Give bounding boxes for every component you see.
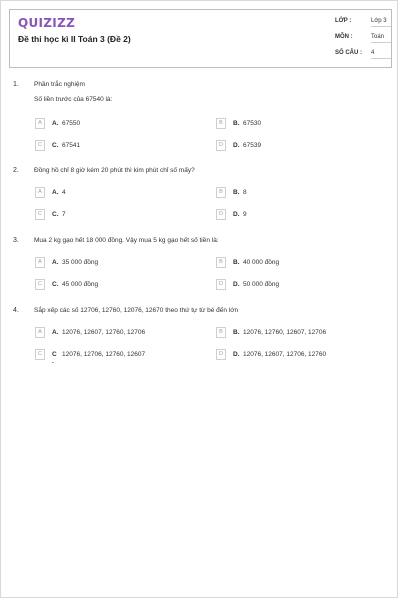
meta-row-subject (335, 32, 389, 48)
option-letter: D. (233, 281, 240, 288)
question-subtext: Số liền trước của 67540 là: (34, 96, 113, 103)
meta-label: SỐ CÂU : (335, 50, 362, 56)
option-box[interactable]: B (216, 327, 226, 338)
meta-value: 4 (371, 50, 391, 59)
option-text: 12076, 12760, 12607, 12706 (243, 329, 327, 336)
option-letter: C. (52, 281, 59, 288)
option-text: 45 000 đồng (62, 281, 99, 288)
option-letter: A. (52, 259, 59, 266)
option-text: 12076, 12607, 12706, 12760 (243, 351, 327, 358)
meta-value: Toán (371, 34, 391, 43)
question-number: 2. (13, 167, 19, 174)
option-text: 7 (62, 211, 66, 218)
option-letter: B. (233, 259, 240, 266)
option-box[interactable]: C (35, 209, 45, 220)
option-box[interactable]: A (35, 187, 45, 198)
meta-row-question-count (335, 48, 389, 64)
option-box[interactable]: C (35, 140, 45, 151)
option-letter: A. (52, 189, 59, 196)
option-text: 40 000 đồng (243, 259, 280, 266)
option-box[interactable]: A (35, 257, 45, 268)
option-box[interactable]: A (35, 327, 45, 338)
question-text: Sắp xếp các số 12706, 12760, 12076, 12670 theo thứ tự từ bé đến lớn (34, 307, 239, 314)
meta-label: MÔN : (335, 34, 353, 40)
question-number: 4. (13, 307, 19, 314)
meta-row-class (335, 16, 389, 32)
option-text: 67539 (243, 142, 262, 149)
option-letter: B. (233, 120, 240, 127)
option-letter: C. (52, 142, 59, 149)
option-box[interactable]: B (216, 187, 226, 198)
option-box[interactable]: D (216, 279, 226, 290)
option-letter: D. (233, 142, 240, 149)
question-text: Mua 2 kg gạo hết 18 000 đồng. Vậy mua 5 kg gạo hết số tiền là: (34, 237, 219, 244)
option-text: 67541 (62, 142, 81, 149)
option-letter: B. (233, 189, 240, 196)
option-text: 67530 (243, 120, 262, 127)
option-box[interactable]: A (35, 118, 45, 129)
quizizz-logo: QUIZIZZ (18, 16, 76, 30)
meta-label: LỚP : (335, 18, 352, 24)
option-letter: D. (233, 211, 240, 218)
option-text: 9 (243, 211, 247, 218)
option-box[interactable]: D (216, 140, 226, 151)
option-letter: D. (233, 351, 240, 358)
option-box[interactable]: B (216, 118, 226, 129)
option-letter: C . (52, 351, 57, 365)
question-text: Phần trắc nghiệm (34, 81, 85, 88)
option-letter: B. (233, 329, 240, 336)
option-text: 50 000 đồng (243, 281, 280, 288)
question-number: 1. (13, 81, 19, 88)
option-box[interactable]: D (216, 349, 226, 360)
option-box[interactable]: C (35, 349, 45, 360)
question-number: 3. (13, 237, 19, 244)
option-letter: C. (52, 211, 59, 218)
option-box[interactable]: D (216, 209, 226, 220)
meta-value: Lớp 3 (371, 18, 391, 27)
worksheet-header (9, 9, 392, 68)
question-text: Đồng hồ chỉ 8 giờ kém 20 phút thì kim phút chỉ số mấy? (34, 167, 195, 174)
option-text: 12076, 12607, 12760, 12706 (62, 329, 146, 336)
option-text: 8 (243, 189, 247, 196)
worksheet-meta (335, 16, 389, 64)
option-text: 35 000 đồng (62, 259, 99, 266)
worksheet-title: Đề thi học kì II Toán 3 (Đề 2) (18, 34, 131, 44)
option-text: 67550 (62, 120, 81, 127)
option-text: 4 (62, 189, 66, 196)
option-text: 12076, 12706, 12760, 12607 (62, 351, 146, 358)
option-letter: A. (52, 329, 59, 336)
option-box[interactable]: C (35, 279, 45, 290)
option-box[interactable]: B (216, 257, 226, 268)
option-letter: A. (52, 120, 59, 127)
